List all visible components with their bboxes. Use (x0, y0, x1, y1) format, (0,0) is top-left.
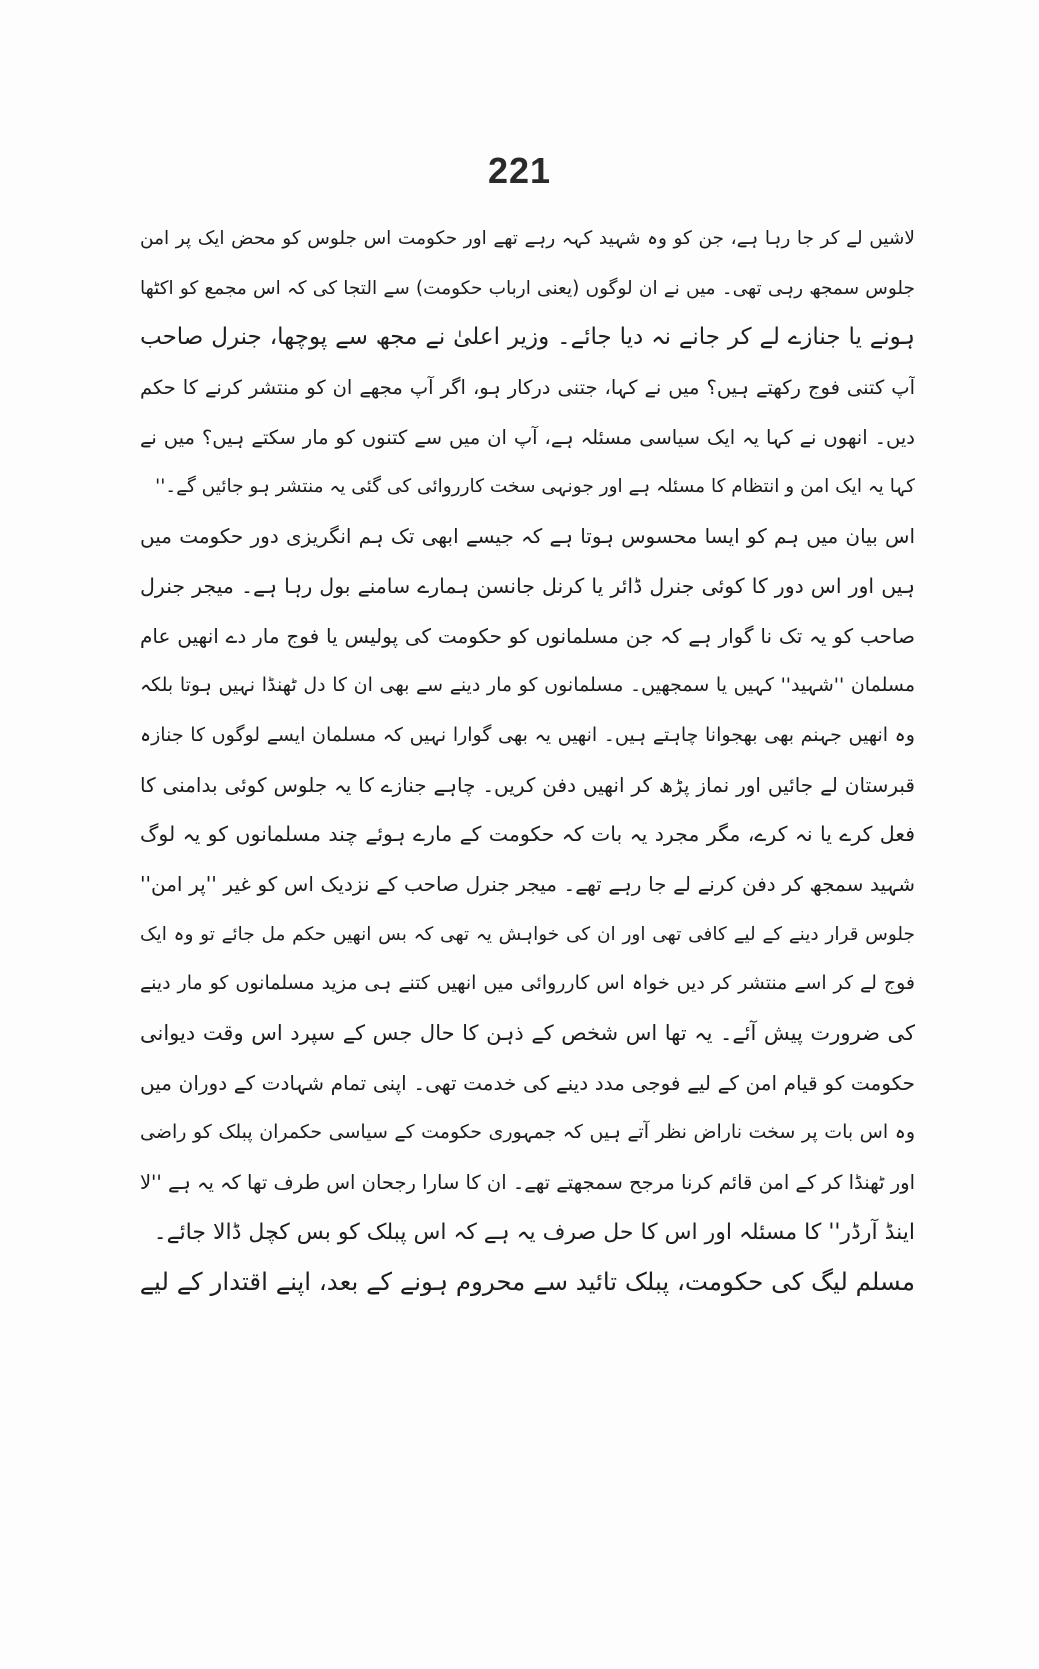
text-line: مسلمان ''شہید'' کہیں یا سمجھیں۔ مسلمانوں کو مار دینے سے بھی ان کا دل ٹھنڈا نہیں ہوتا بلکہ (140, 674, 915, 697)
text-line: اس بیان میں ہم کو ایسا محسوس ہوتا ہے کہ جیسے ابھی تک ہم انگریزی دور حکومت میں (140, 524, 915, 549)
text-line: وہ انھیں جہنم بھی بھجوانا چاہتے ہیں۔ انھیں یہ بھی گوارا نہیں کہ مسلمان ایسے لوگوں کا جنازہ (140, 723, 915, 746)
text-line: دیں۔ انھوں نے کہا یہ ایک سیاسی مسئلہ ہے، آپ ان میں سے کتنوں کو مار سکتے ہیں؟ میں نے (140, 425, 915, 449)
body-text (140, 214, 915, 1307)
text-line: ہونے یا جنازے لے کر جانے نہ دیا جائے۔ وزیر اعلیٰ نے مجھ سے پوچھا، جنرل صاحب (140, 324, 915, 351)
text-line: اینڈ آرڈر'' کا مسئلہ اور اس کا حل صرف یہ ہے کہ اس پبلک کو بس کچل ڈالا جائے۔ (153, 1219, 915, 1245)
page-number: 221 (487, 150, 552, 191)
text-line: شہید سمجھ کر دفن کرنے لے جا رہے تھے۔ میجر جنرل صاحب کے نزدیک اس کو غیر ''پر امن'' (140, 871, 915, 896)
text-line: لاشیں لے کر جا رہا ہے، جن کو وہ شہید کہہ رہے تھے اور حکومت اس جلوس کو محض ایک پر امن (140, 228, 915, 249)
text-line: فوج لے کر اسے منتشر کر دیں خواہ اس کارروائی میں انھیں کتنے ہی مزید مسلمانوں کو مار دینے (140, 972, 915, 995)
text-line: قبرستان لے جائیں اور نماز پڑھ کر انھیں دفن کریں۔ چاہے جنازے کا یہ جلوس کوئی بدامنی کا (140, 772, 915, 797)
text-line: حکومت کو قیام امن کے لیے فوجی مدد دینے کی خدمت تھی۔ اپنی تمام شہادت کے دوران میں (140, 1070, 915, 1095)
text-line: کی ضرورت پیش آئے۔ یہ تھا اس شخص کے ذہن کا حال جس کے سپرد اس وقت دیوانی (140, 1021, 915, 1045)
text-line: اور ٹھنڈا کر کے امن قائم کرنا مرجح سمجھتے تھے۔ ان کا سارا رجحان اس طرف تھا کہ یہ ہے ''لا (140, 1171, 915, 1195)
text-line: جلوس قرار دینے کے لیے کافی تھی اور ان کی خواہش یہ تھی کہ بس انھیں حکم مل جائے تو وہ ایک (140, 923, 915, 945)
text-line: جلوس سمجھ رہی تھی۔ میں نے ان لوگوں (یعنی ارباب حکومت) سے التجا کی کہ اس مجمع کو اکٹھا (140, 277, 915, 299)
text-line: آپ کتنی فوج رکھتے ہیں؟ میں نے کہا، جتنی درکار ہو، اگر آپ مجھے ان کو منتشر کرنے کا حکم (140, 376, 915, 400)
text-line: فعل کرے یا نہ کرے، مگر مجرد یہ بات کہ حکومت کے مارے ہوئے چند مسلمانوں کو یہ لوگ (140, 822, 915, 847)
text-line: وہ اس بات پر سخت ناراض نظر آتے ہیں کہ جمہوری حکومت کے سیاسی حکمران پبلک کو راضی (140, 1121, 915, 1144)
text-line: ہیں اور اس دور کا کوئی جنرل ڈائر یا کرنل جانسن ہمارے سامنے بول رہا ہے۔ میجر جنرل (140, 573, 915, 598)
text-line: صاحب کو یہ تک نا گوار ہے کہ جن مسلمانوں کو حکومت کی پولیس یا فوج مار دے انھیں عام (140, 623, 915, 648)
text-line: کہا یہ ایک امن و انتظام کا مسئلہ ہے اور جونہی سخت کارروائی کی گئی یہ منتشر ہو جائیں گے۔'' (155, 476, 915, 498)
text-line: مسلم لیگ کی حکومت، پبلک تائید سے محروم ہونے کے بعد، اپنے اقتدار کے لیے (140, 1267, 915, 1297)
